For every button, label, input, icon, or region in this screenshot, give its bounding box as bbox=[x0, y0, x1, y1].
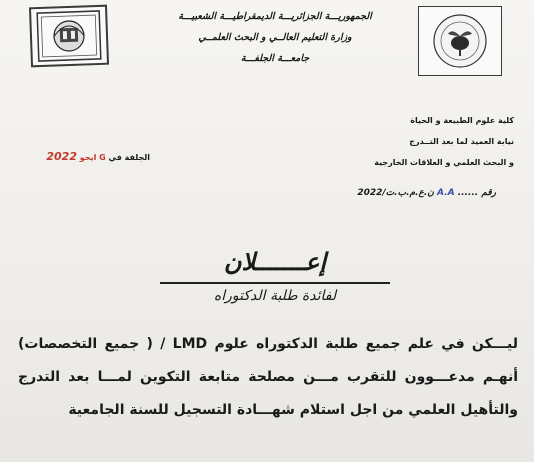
university-emblem-icon bbox=[29, 5, 109, 68]
announcement-subtitle: لفائدة طلبة الدكتوراه bbox=[213, 288, 337, 304]
date-line bbox=[30, 150, 150, 163]
faculty-name: كلية علوم الطبيعة و الحياة bbox=[410, 116, 514, 125]
announcement-title: إعـــــــلان bbox=[223, 248, 327, 276]
title-underline bbox=[160, 282, 390, 284]
ref-prefix: رقم ...... bbox=[457, 188, 496, 198]
faculty-emblem-icon bbox=[418, 6, 502, 76]
ministry-line: وزارة التعليم العالــي و البحث العلمــي bbox=[198, 32, 352, 43]
university-line: جامعـــة الجلفـــة bbox=[240, 53, 310, 64]
date-stamp: G ايحو bbox=[79, 153, 106, 162]
date-label: الجلفة في bbox=[108, 153, 150, 162]
reference-number bbox=[316, 188, 496, 198]
ref-suffix: ن.ع.م.ب.ت/2022 bbox=[357, 188, 434, 198]
ref-handwritten: A.A bbox=[437, 188, 455, 198]
letterhead bbox=[140, 6, 410, 69]
faculty-block bbox=[314, 110, 514, 173]
research-relations-line: و البحث العلمي و العلاقات الخارجية bbox=[374, 158, 514, 167]
announcement-body: ليـــكن في علم جميع طلبة الدكتوراه علوم LMD / ( جميع التخصصات) أنهـم مدعـــوون للتقرب مـــن مصلحة متابعة التكوين لمـــا بعد التدرج والتأهيل العلمي من اجل استلام شهـــادة التسجيل للسنة الجامعية bbox=[18, 336, 518, 418]
republic-line: الجمهوريـــة الجزائريـــة الديمقراطيـــة الشعبيـــة bbox=[178, 11, 372, 22]
date-year: 2022 bbox=[46, 150, 77, 163]
vice-dean-line: نيابة العميد لما بعد التــدرج bbox=[409, 137, 514, 146]
